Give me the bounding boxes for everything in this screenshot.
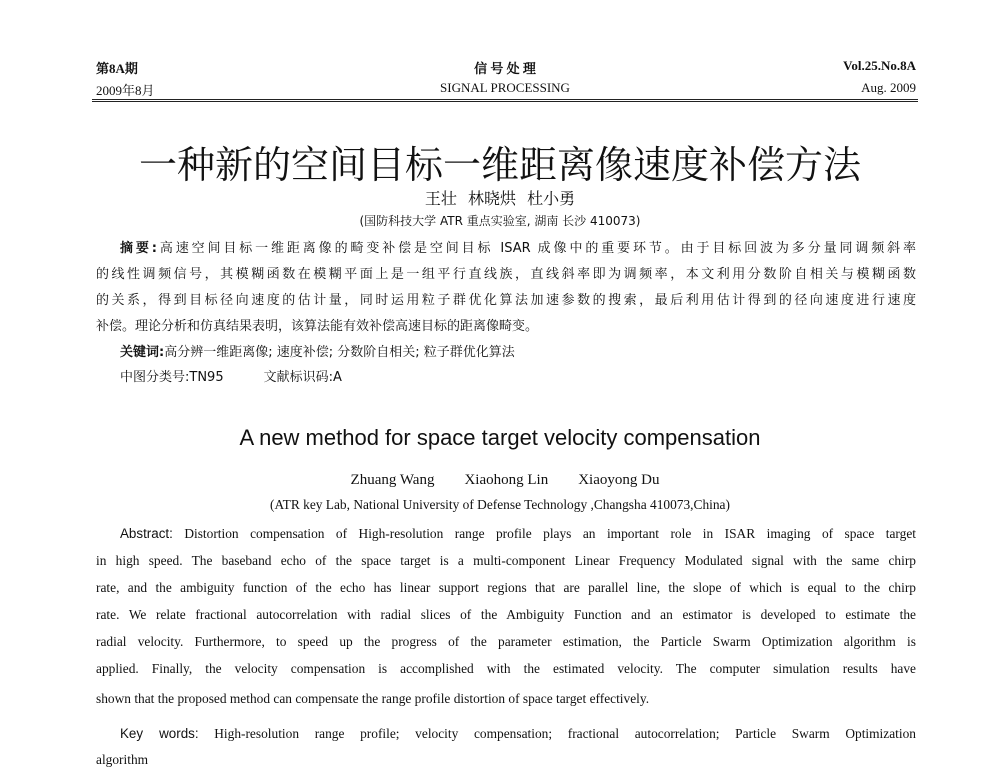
- doc-label: 文献标识码:: [263, 370, 333, 385]
- date-en: Aug. 2009: [861, 80, 916, 95]
- keywords-label-cn: 关键词:: [120, 345, 165, 360]
- class-value: TN95: [189, 370, 224, 385]
- abstract-text: 高速空间目标一维距离像的畸变补偿是空间目标 ISAR 成像中的重要环节。由于目标回波为多分量同调频斜率: [156, 241, 916, 256]
- abstract-en-line: [120, 526, 916, 542]
- abstract-en-line: shown that the proposed method can compensate the range profile distortion of space target effectively.: [96, 691, 650, 706]
- issue-date: 2009年8月: [96, 83, 155, 98]
- class-label: 中图分类号:: [120, 370, 190, 385]
- doc-value: A: [333, 370, 342, 385]
- abstract-en-line: radial velocity. Furthermore, to speed up the progress of the parameter estimation, the Particle Swarm Optimization algorithm is: [96, 634, 916, 649]
- journal-name-en: SIGNAL PROCESSING: [440, 80, 570, 95]
- abstract-en-line: rate, and the ambiguity function of the echo has linear support regions that are parallel line, the slope of which is equal to the chirp: [96, 580, 916, 595]
- abstract-label-cn: 摘要:: [120, 241, 157, 256]
- keywords-text-en: High-resolution range profile; velocity compensation; fractional autocorrelation; Particle Swarm Optimization: [214, 726, 916, 741]
- abstract-cn-line: [120, 237, 916, 256]
- title-en: A new method for space target velocity compensation: [239, 425, 761, 450]
- abstract-en-line: rate. We relate fractional autocorrelation with radial slices of the Ambiguity Function and an estimator is developed to estimate the: [96, 607, 916, 622]
- authors-en: [0, 472, 1000, 489]
- author: Xiaohong Lin: [464, 472, 549, 488]
- keywords-cn: [120, 341, 916, 360]
- issue-number: 第8A期: [96, 61, 138, 76]
- keywords-en: [120, 726, 916, 742]
- journal-name-cn: 信 号 处 理: [474, 61, 536, 76]
- author: Zhuang Wang: [350, 472, 435, 488]
- keywords-text-cn: 高分辨一维距离像; 速度补偿; 分数阶自相关; 粒子群优化算法: [164, 345, 515, 360]
- abstract-text: Distortion compensation of High-resolution range profile plays an important role in ISAR imaging of space target: [184, 526, 916, 541]
- abstract-label-en: Abstract:: [120, 526, 173, 541]
- keywords-label-en: Key words:: [120, 726, 199, 741]
- affiliation-cn: (国防科技大学 ATR 重点实验室, 湖南 长沙 410073): [359, 214, 641, 228]
- title-cn: 一种新的空间目标一维距离像速度补偿方法: [138, 143, 861, 187]
- volume: Vol.25.No.8A: [843, 58, 916, 73]
- header-rule: [92, 99, 918, 102]
- affiliation-en: (ATR key Lab, National University of Defense Technology ,Changsha 410073,China): [270, 497, 730, 512]
- author: Xiaoyong Du: [578, 472, 660, 488]
- abstract-en-line: applied. Finally, the velocity compensation is accomplished with the estimated velocity. The computer simulation results have: [96, 661, 916, 676]
- abstract-cn-line: 补偿。理论分析和仿真结果表明，该算法能有效补偿高速目标的距离像畸变。: [96, 319, 539, 334]
- abstract-en-line: in high speed. The baseband echo of the space target is a multi-component Linear Frequency Modulated signal with the same chirp: [96, 553, 916, 568]
- keywords-en-cont: algorithm: [96, 752, 149, 767]
- abstract-cn-line: 的线性调频信号，其模糊函数在模糊平面上是一组平行直线族，直线斜率即为调频率，本文利用分数阶自相关与模糊函数: [96, 267, 916, 282]
- authors-cn: 王壮 林晓烘 杜小勇: [424, 189, 576, 208]
- classification: [120, 366, 916, 385]
- abstract-cn-line: 的关系，得到目标径向速度的估计量，同时运用粒子群优化算法加速参数的搜索，最后利用估计得到的径向速度进行速度: [96, 293, 916, 308]
